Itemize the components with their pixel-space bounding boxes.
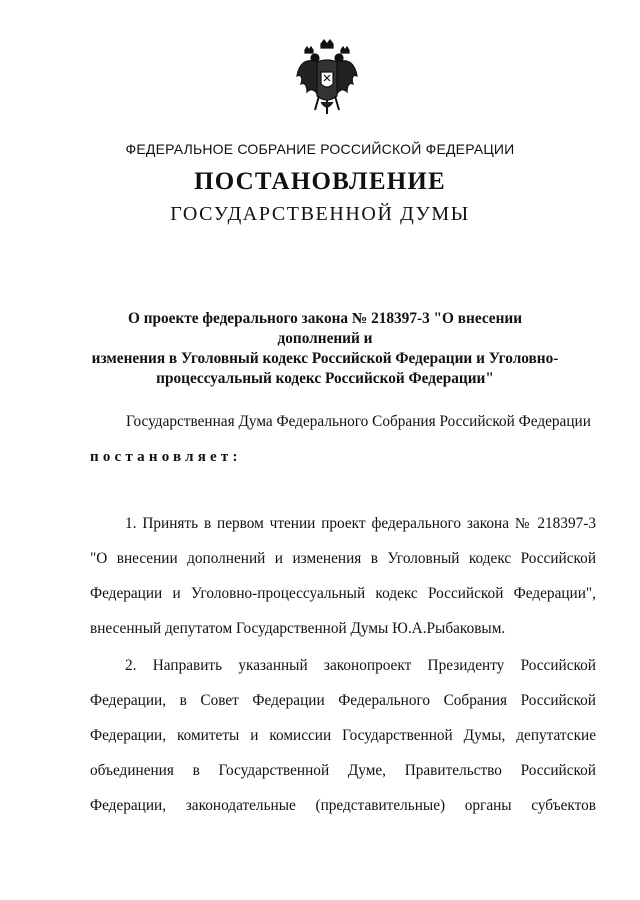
paragraph-line: Федерации и Уголовно-процессуальный кодекс Российской Федерации", <box>90 585 596 602</box>
paragraph-line: Федерации, в Совет Федерации Федерального Собрания Российской <box>90 692 596 709</box>
paragraph-line: объединения в Государственной Думе, Правительство Российской <box>90 762 596 779</box>
preamble-text: Государственная Дума Федерального Собрания Российской Федерации <box>126 413 591 430</box>
organization-title: ФЕДЕРАЛЬНОЕ СОБРАНИЕ РОССИЙСКОЙ ФЕДЕРАЦИИ <box>125 141 515 157</box>
paragraph-line: внесенный депутатом Государственной Думы Ю.А.Рыбаковым. <box>90 620 506 637</box>
issuing-body-title: ГОСУДАРСТВЕННОЙ ДУМЫ <box>170 203 470 225</box>
paragraph-line: "О внесении дополнений и изменения в Уголовный кодекс Российской <box>90 550 596 567</box>
paragraph-line: Федерации, законодательные (представительные) органы субъектов <box>90 797 596 814</box>
document-kind-title: ПОСТАНОВЛЕНИЕ <box>194 168 446 195</box>
subject-line: О проекте федерального закона № 218397-3 "О внесении дополнений и <box>127 310 523 347</box>
resolution-subject <box>85 309 565 389</box>
subject-line: изменения в Уголовный кодекс Российской Федерации и Уголовно- <box>91 350 559 367</box>
subject-line: процессуальный кодекс Российской Федерации" <box>156 370 494 387</box>
paragraph-1 <box>90 506 596 646</box>
paragraph-line: 1. Принять в первом чтении проект федерального закона № 218397-3 <box>125 515 596 532</box>
paragraph-line: 2. Направить указанный законопроект Президенту Российской <box>125 657 596 674</box>
coat-of-arms-icon <box>295 38 359 116</box>
resolves-word: постановляет: <box>90 449 242 465</box>
paragraph-line: Федерации, комитеты и комиссии Государственной Думы, депутатские <box>90 727 596 744</box>
paragraph-2 <box>90 648 596 823</box>
